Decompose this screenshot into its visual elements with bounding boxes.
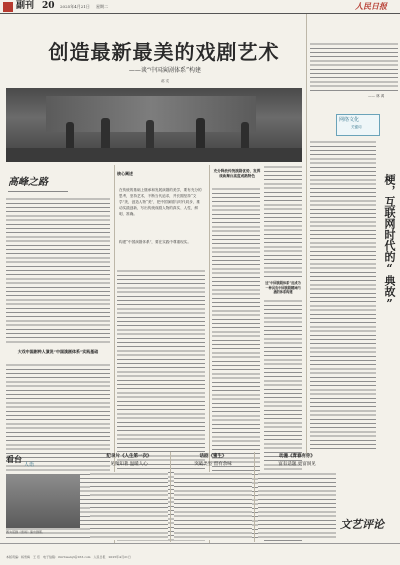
kanshan-sub: 人语 bbox=[24, 462, 35, 468]
kanshan-title: 看台 bbox=[6, 454, 22, 464]
kanshan-logo bbox=[6, 454, 46, 472]
stage-figure bbox=[101, 118, 110, 150]
issue-weekday: 星期二 bbox=[96, 4, 108, 9]
body-text bbox=[310, 140, 376, 450]
wenyi-pinglun-logo bbox=[340, 518, 398, 536]
stage-floor bbox=[6, 148, 302, 162]
body-text bbox=[310, 42, 398, 92]
review-title: 动漫《青春有你》 bbox=[279, 454, 315, 459]
stage-figure bbox=[196, 118, 205, 150]
body-text bbox=[6, 197, 110, 345]
page-header bbox=[0, 0, 400, 14]
column-label-underline bbox=[8, 191, 68, 192]
column-divider bbox=[170, 452, 171, 542]
review-title: 纪录片《人生第一次》 bbox=[106, 454, 152, 459]
section-name: 副刊 bbox=[16, 1, 35, 11]
signature: —— 林 鸿 bbox=[368, 94, 385, 98]
stage-photo bbox=[6, 88, 302, 162]
pull-quote-2: 构建“中国演剧体系”，要在实践中尊重现实。 bbox=[119, 240, 191, 244]
issue-date: 2025年4月21日 bbox=[60, 4, 90, 9]
bottom-photo bbox=[6, 474, 80, 528]
stage-figure bbox=[66, 122, 74, 150]
section-subhead: 这“中国演剧体系”应成为一种具有中国演剧精神内涵的体系构建 bbox=[265, 281, 301, 294]
author-byline: 郝 戎 bbox=[160, 79, 170, 83]
pull-quote: 在传统的基础上继承和发展演剧的美学，要有充分的思考，坚持艺术，不断当代追求，并长期坚持“文学”美，创造人物“美”，把中国演剧与时代同步，推动实践创新，写出传统戏剧人物的真实、人性，鲜明、准确。 bbox=[119, 188, 202, 216]
column-label-gaofeng: 高峰之路 bbox=[8, 177, 48, 188]
network-tag: 网络文化 bbox=[339, 117, 360, 123]
masthead-logo: 人民日报 bbox=[355, 1, 387, 11]
section-subhead: 充分释放传统演剧优势，发挥戏曲舞台高度成熟特色 bbox=[213, 169, 261, 178]
review-title: 话剧《蜜生》 bbox=[199, 454, 227, 459]
body-text bbox=[90, 472, 168, 540]
review-subtitle: 突破类型 留有余味 bbox=[194, 462, 232, 467]
section-subhead: 大戏中国剧种人演说”中国演剧体系”实践基础 bbox=[17, 349, 99, 354]
main-headline: 创造最新最美的戏剧艺术 bbox=[48, 40, 280, 64]
review-subtitle: 富有话题 更富洞见 bbox=[278, 462, 316, 467]
body-text bbox=[174, 472, 252, 540]
section-badge bbox=[3, 2, 13, 12]
column-divider bbox=[254, 452, 255, 542]
review-3 bbox=[258, 452, 336, 542]
section-subhead: 核心阐述 bbox=[117, 171, 133, 176]
body-text bbox=[264, 165, 302, 277]
stage-figure bbox=[146, 120, 154, 150]
page-footer: 本版责编：杨雪梅 王 珏 电子信箱：rmrbwenyi@163.com 人民日报 2025年4月21日 bbox=[6, 555, 131, 559]
stage-figure bbox=[241, 122, 249, 150]
side-panel bbox=[308, 14, 400, 454]
page-number: 20 bbox=[42, 1, 55, 11]
body-text bbox=[258, 472, 336, 540]
network-culture-box bbox=[336, 114, 380, 136]
review-subtitle: 见微知著 温暖人心 bbox=[110, 462, 148, 467]
side-panel-title: 梗，互联网时代的“典故” bbox=[383, 174, 396, 310]
wenyi-logo-text: 文艺评论 bbox=[340, 518, 384, 531]
main-subtitle: ——谈“中国演剧体系”构建 bbox=[128, 67, 202, 74]
review-1 bbox=[90, 452, 168, 542]
photo-caption: 图为话剧《雷雨》演出剧照。 bbox=[6, 530, 46, 534]
network-tag-sub: 关键词 bbox=[351, 125, 362, 129]
review-2 bbox=[174, 452, 252, 542]
bottom-band bbox=[0, 452, 400, 556]
column-divider bbox=[306, 14, 307, 454]
